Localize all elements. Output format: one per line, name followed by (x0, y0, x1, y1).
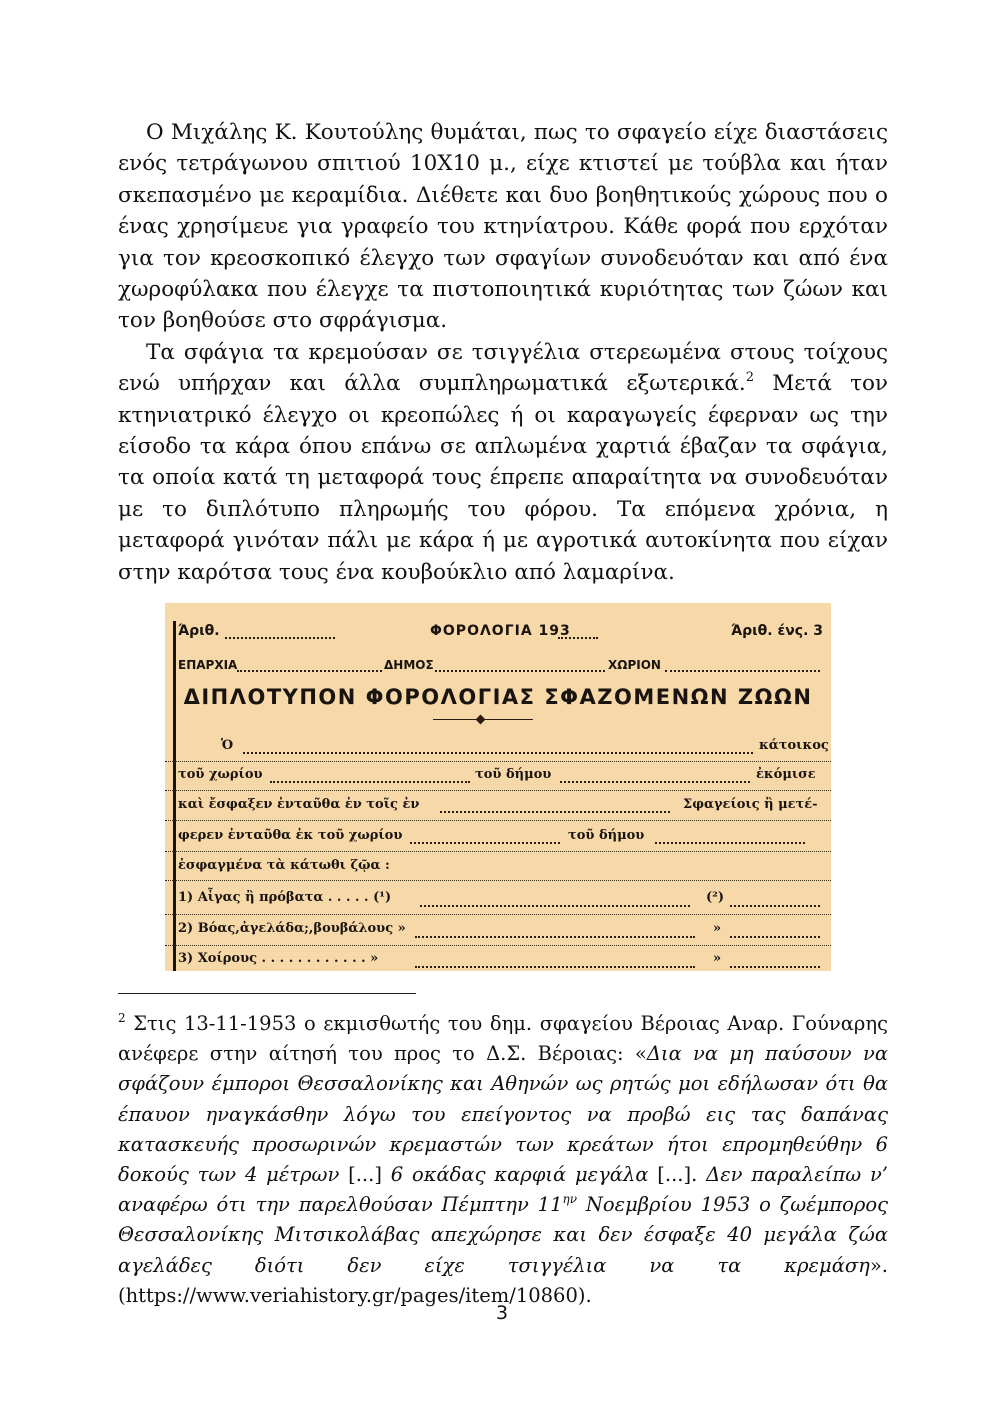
form-o: Ὁ (221, 738, 234, 753)
form-forologia: ΦΟΡΟΛΟΓΙΑ 193 (430, 623, 571, 639)
footnote: $^2$ Στις 13-11-1953 ο εκμισθωτής του δημ. σφαγείου Βέροιας Αναρ. Γούναρης ανέφερε στην αίτησή του προς το Δ.Σ. Βέροιας: «Δια να μη παύσουν να σφάζουν έμποροι Θεσσαλονίκης και Αθηνών ως ρητώς μοι εδήλωσαν ότι θα έπαυον ηναγκάσθην λόγω του επείγοντος να προβώ εις τας δαπάνας κατασκευής προσωρινών κρεμαστών των κρεάτων ήτοι επρομηθεύθην 6 δοκούς των 4 μέτρων [...] 6 οκάδας καρφιά μεγάλα [...]. Δεν παραλείπω ν’ αναφέρω ότι την παρελθούσαν Πέμπτην $11^{\eta\nu}$ Νοεμβρίου 1953 ο ζωέμπορος Θεσσαλονίκης Μιτσικολάβας απεχώρησε και δεν έσφαξε 40 μεγάλα ζώα αγελάδες διότι δεν είχε τσιγγέλια να τα κρεμάση». (https://www.veriahistory.gr/pages/item/10860). (118, 1011, 888, 1307)
form-esfagmena: ἐσφαγμένα τὰ κάτωθι ζῷα : (178, 858, 390, 873)
form-title: ΔΙΠΛΟΤΥΠΟΝ ΦΟΡΟΛΟΓΙΑΣ ΣΦΑΖΟΜΕΝΩΝ ΖΩΩΝ (183, 685, 813, 709)
form-feren: φερεν ἐνταῦθα ἐκ τοῦ χωρίου (178, 828, 403, 843)
form-arith: Άριθ. (178, 623, 220, 639)
form-tou-dimou: τοῦ δήμου (475, 767, 552, 782)
footnote-number: 2 (118, 1011, 126, 1025)
form-eparchia: ΕΠΑΡΧΙΑ (178, 658, 238, 672)
page-number: 3 (495, 1302, 509, 1324)
footnote-ref: 2 (745, 370, 755, 386)
form-row-3-b: » (713, 951, 722, 966)
footnote-separator (118, 993, 416, 994)
form-row-1-b: (²) (706, 890, 724, 905)
form-katoikos: κάτοικος (759, 738, 829, 753)
form-row-2-b: » (713, 921, 722, 936)
form-row-3: 3) Χοίρους . . . . . . . . . . . . » (178, 951, 379, 966)
tax-form-image (165, 603, 831, 971)
form-kai-esfaxen: καὶ ἔσφαξεν ἐνταῦθα ἐν τοῖς ἐν (178, 797, 420, 812)
title-ornament (433, 719, 533, 720)
form-sfageiois: Σφαγείοις ἢ μετέ- (683, 797, 818, 812)
form-row-1: 1) Αἶγας ἢ πρόβατα . . . . . (¹) (178, 890, 392, 905)
paragraph-2: Τα σφάγια τα κρεμούσαν σε τσιγγέλια στερεωμένα στους τοίχους ενώ υπήρχαν και άλλα συμπληρωματικά εξωτερικά.$^2$ Μετά τον κτηνιατρικό έλεγχο οι κρεοπώλες ή οι καραγωγείς έφερναν ως την είσοδο τα κάρα όπου επάνω σε απλωμένα χαρτιά έβαζαν τα σφάγια, τα οποία κατά τη μεταφορά τους έπρεπε απαραίτητα να συνοδευόταν με το διπλότυπο πληρωμής του φόρου. Τα επόμενα χρόνια, η μεταφορά γινόταν πάλι με κάρα ή με αγροτικά αυτοκίνητα που είχαν στην καρότσα τους ένα κουβούκλιο από λαμαρίνα. (118, 339, 888, 585)
body-text (118, 117, 888, 588)
form-tou-dimou-2: τοῦ δήμου (568, 828, 645, 843)
paragraph-1: Ο Μιχάλης Κ. Κουτούλης θυμάται, πως το σφαγείο είχε διαστάσεις ενός τετράγωνου σπιτιού 10Χ10 μ., είχε κτιστεί με τούβλα και ήταν σκεπασμένο με κεραμίδια. Διέθετε και δυο βοηθητικούς χώρους που ο ένας χρησίμευε για γραφείο του κτηνίατρου. Κάθε φορά που ερχόταν για τον κρεοσκοπικό έλεγχο των σφαγίων συνοδευόταν και από ένα χωροφύλακα που έλεγχε τα πιστοποιητικά κυριότητας των ζώων και τον βοηθούσε στο σφράγισμα. (118, 120, 888, 334)
form-arith-ent: Άριθ. ένς. 3 (731, 623, 824, 639)
form-dimos: ΔΗΜΟΣ (384, 658, 434, 672)
form-chorion: ΧΩΡΙΟΝ (608, 658, 661, 672)
form-tou-choriou: τοῦ χωρίου (178, 767, 263, 782)
form-row-2: 2) Βόας,ἀγελάδα;,βουβάλους » (178, 921, 406, 936)
form-ekomise: ἐκόμισε (756, 767, 816, 782)
